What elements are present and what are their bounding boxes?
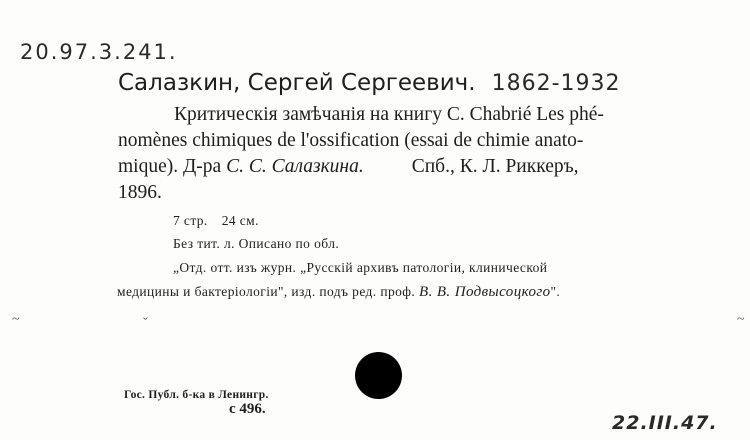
edge-mark-middle: ˇ bbox=[143, 316, 148, 331]
pages: 7 стр. bbox=[173, 213, 208, 228]
card-heading bbox=[118, 69, 621, 97]
edge-mark-left: ~ bbox=[12, 312, 20, 327]
title-line-1: Критическія замѣчанія на книгу С. Chabrié Les phé- bbox=[174, 104, 604, 125]
library-stamp: Гос. Публ. б-ка в Ленингр. bbox=[124, 389, 269, 401]
title-block bbox=[118, 102, 728, 206]
note-line-3 bbox=[117, 284, 560, 301]
author-years: 1862-1932 bbox=[491, 71, 621, 96]
accession-date: 22.III.47. bbox=[612, 412, 718, 434]
title-line-3a: mique). Д-ра bbox=[118, 156, 222, 177]
collation-line bbox=[173, 213, 259, 229]
author-name: Салазкин, Сергей Сергеевич. bbox=[118, 70, 476, 96]
title-line-2: nomènes chimiques de l'ossification (essai de chimie anato- bbox=[118, 130, 584, 151]
imprint-year: 1896. bbox=[118, 182, 162, 203]
note-line-2: „Отд. отт. изъ журн. „Русскій архивъ патологіи, клинической bbox=[173, 260, 548, 275]
shelf-mark: с 496. bbox=[229, 401, 266, 417]
title-author-italic: С. С. Салазкина. bbox=[226, 156, 364, 177]
imprint: Спб., К. Л. Риккеръ, bbox=[411, 156, 579, 177]
note-line-3a: медицины и бактеріологіи", изд. подъ ред. проф. bbox=[117, 284, 416, 299]
note-line-3c: ". bbox=[550, 284, 561, 299]
note-line-1: Без тит. л. Описано по обл. bbox=[173, 236, 340, 251]
punch-hole bbox=[355, 352, 402, 399]
call-number: 20.97.3.241. bbox=[20, 40, 178, 64]
editor-name: В. В. Подвысоцкого bbox=[419, 284, 551, 300]
edge-mark-right: ~ bbox=[737, 312, 745, 327]
size: 24 см. bbox=[221, 213, 259, 228]
